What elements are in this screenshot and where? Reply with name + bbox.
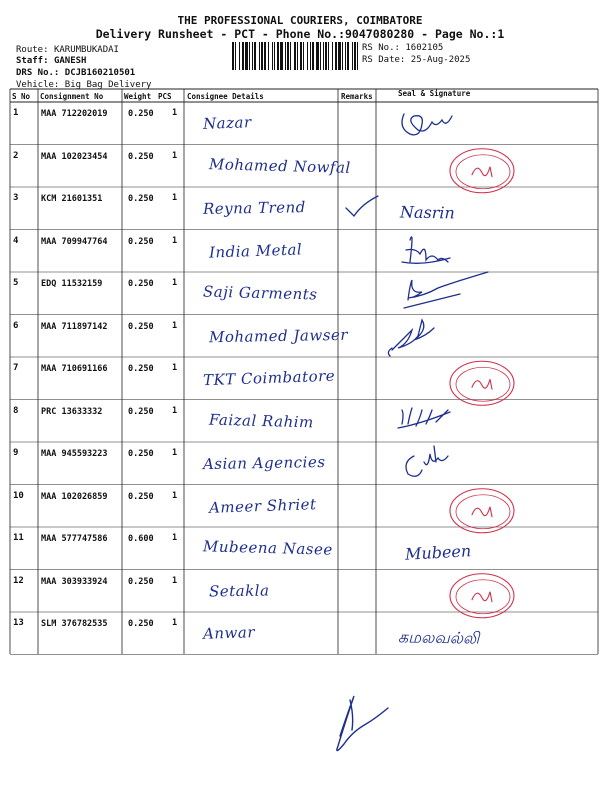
row-consignee-handwriting: TKT Coimbatore (202, 366, 336, 390)
drs-value: DCJB160210501 (64, 68, 136, 78)
row-weight: 0.250 (128, 406, 154, 417)
col-header-consignment: Consignment No (40, 92, 104, 101)
row-signature-handwriting: கமலவல்லி (397, 627, 480, 648)
seal-stamp-icon (450, 574, 514, 618)
sheet-title: THE PROFESSIONAL COURIERS, COIMBATORE (177, 14, 423, 27)
col-header-seal: Seal & Signature (398, 89, 471, 98)
row-weight: 0.250 (128, 109, 154, 119)
row-consignment: SLM 376782535 (41, 619, 108, 629)
route-value: KARUMBUKADAI (53, 45, 119, 55)
row-sno: 1 (13, 108, 19, 118)
row-weight: 0.250 (128, 449, 154, 459)
rs-no-value: 1602105 (405, 43, 444, 53)
remarks-tick-icon (346, 196, 378, 216)
row-consignee-handwriting: Setakla (208, 580, 270, 601)
seal-stamp-icon-inner (456, 367, 510, 401)
row-consignee-handwriting: Saji Garments (202, 282, 318, 304)
row-sno: 7 (13, 363, 19, 373)
row-sno: 9 (13, 448, 19, 458)
signature-scribble-icon (388, 320, 434, 356)
row-sno: 12 (13, 575, 24, 586)
signature-scribble-icon (404, 272, 488, 308)
seal-stamp-icon (450, 361, 514, 405)
signature-scribble-icon (402, 237, 450, 263)
col-header-consignee: Consignee Details (187, 92, 264, 101)
vehicle-label: Vehicle: (16, 80, 60, 90)
rs-date-value: 25-Aug-2025 (410, 55, 471, 65)
row-pcs: 1 (172, 618, 178, 628)
route-label: Route: (16, 45, 49, 55)
row-consignee-handwriting: Anwar (202, 623, 256, 643)
row-pcs: 1 (172, 405, 178, 416)
row-pcs: 1 (172, 108, 178, 118)
row-consignee-handwriting: Mohamed Nowfal (208, 154, 351, 177)
row-sno: 3 (13, 193, 19, 203)
row-pcs: 1 (172, 278, 178, 288)
row-consignment: EDQ 11532159 (41, 279, 103, 289)
row-weight: 0.250 (128, 364, 154, 374)
col-header-sno: S No (12, 92, 31, 101)
signature-scribble-icon (398, 408, 450, 428)
row-consignee-handwriting: Asian Agencies (202, 452, 326, 474)
row-consignee-handwriting: Mubeena Nasee (202, 537, 333, 559)
row-signature-handwriting: Nasrin (399, 202, 455, 223)
row-consignment: MAA 102023454 (41, 151, 108, 162)
row-consignment: MAA 711897142 (41, 321, 108, 332)
row-consignee-handwriting: Ameer Shriet (208, 494, 317, 517)
col-header-remarks: Remarks (341, 92, 373, 101)
row-consignment: PRC 13633332 (41, 406, 103, 417)
row-consignment: MAA 577747586 (41, 534, 108, 544)
row-weight: 0.250 (128, 279, 154, 289)
sheet-subtitle: Delivery Runsheet - PCT - Phone No.:9047080280 - Page No.:1 (95, 27, 505, 41)
row-weight: 0.250 (128, 576, 154, 587)
col-header-pcs: PCS (158, 92, 172, 101)
row-pcs: 1 (172, 533, 178, 543)
row-consignee-handwriting: Nazar (202, 113, 252, 133)
col-header-weight: Weight (124, 92, 152, 101)
staff-signature-icon (337, 696, 388, 751)
row-weight: 0.600 (128, 534, 154, 544)
row-weight: 0.250 (128, 321, 154, 332)
seal-stamp-icon-mark (472, 167, 492, 177)
row-sno: 13 (13, 618, 24, 628)
row-consignee-handwriting: Reyna Trend (202, 198, 306, 218)
seal-stamp-icon-mark (472, 507, 492, 517)
signature-scribble-icon (402, 114, 452, 135)
seal-stamp-icon-mark (472, 379, 492, 389)
staff-label: Staff: (16, 56, 49, 66)
drs-label: DRS No.: (16, 68, 60, 78)
signature-scribble-icon (406, 446, 448, 476)
seal-stamp-icon (450, 489, 514, 533)
row-pcs: 1 (172, 320, 178, 331)
row-weight: 0.250 (128, 194, 154, 204)
row-weight: 0.250 (128, 491, 154, 502)
row-pcs: 1 (172, 193, 178, 203)
rs-date-label: RS Date: (362, 55, 406, 65)
row-consignment: MAA 102026859 (41, 491, 108, 502)
row-consignment: MAA 709947764 (41, 236, 108, 247)
row-consignment: MAA 945593223 (41, 449, 108, 459)
row-sno: 2 (13, 150, 19, 161)
vehicle-value: Big Bag Delivery (64, 80, 152, 90)
row-pcs: 1 (172, 575, 178, 586)
seal-stamp-icon-mark (472, 592, 492, 602)
row-pcs: 1 (172, 490, 178, 501)
row-consignment: KCM 21601351 (41, 194, 103, 204)
row-consignment: MAA 303933924 (41, 576, 108, 587)
row-sno: 4 (13, 235, 19, 246)
row-sno: 6 (13, 320, 19, 331)
row-pcs: 1 (172, 150, 178, 161)
row-weight: 0.250 (128, 619, 154, 629)
seal-stamp-icon-inner (456, 580, 510, 614)
row-consignee-handwriting: Mohamed Jawser (208, 325, 349, 346)
seal-stamp-icon (450, 149, 514, 193)
row-sno: 5 (13, 278, 19, 288)
seal-stamp-icon-inner (456, 155, 510, 189)
row-sno: 11 (13, 533, 24, 543)
row-consignee-handwriting: Faizal Rahim (208, 410, 315, 431)
staff-value: GANESH (53, 56, 87, 66)
row-pcs: 1 (172, 363, 178, 373)
row-sno: 10 (13, 490, 24, 501)
row-pcs: 1 (172, 448, 178, 458)
row-consignee-handwriting: India Metal (208, 239, 303, 262)
seal-stamp-icon-inner (456, 495, 510, 529)
row-signature-handwriting: Mubeen (404, 541, 472, 564)
row-weight: 0.250 (128, 151, 154, 162)
row-sno: 8 (13, 405, 19, 416)
rs-no-label: RS No.: (362, 43, 400, 53)
row-pcs: 1 (172, 235, 178, 246)
row-weight: 0.250 (128, 236, 154, 247)
row-consignment: MAA 710691166 (41, 364, 108, 374)
row-consignment: MAA 712202019 (41, 109, 108, 119)
